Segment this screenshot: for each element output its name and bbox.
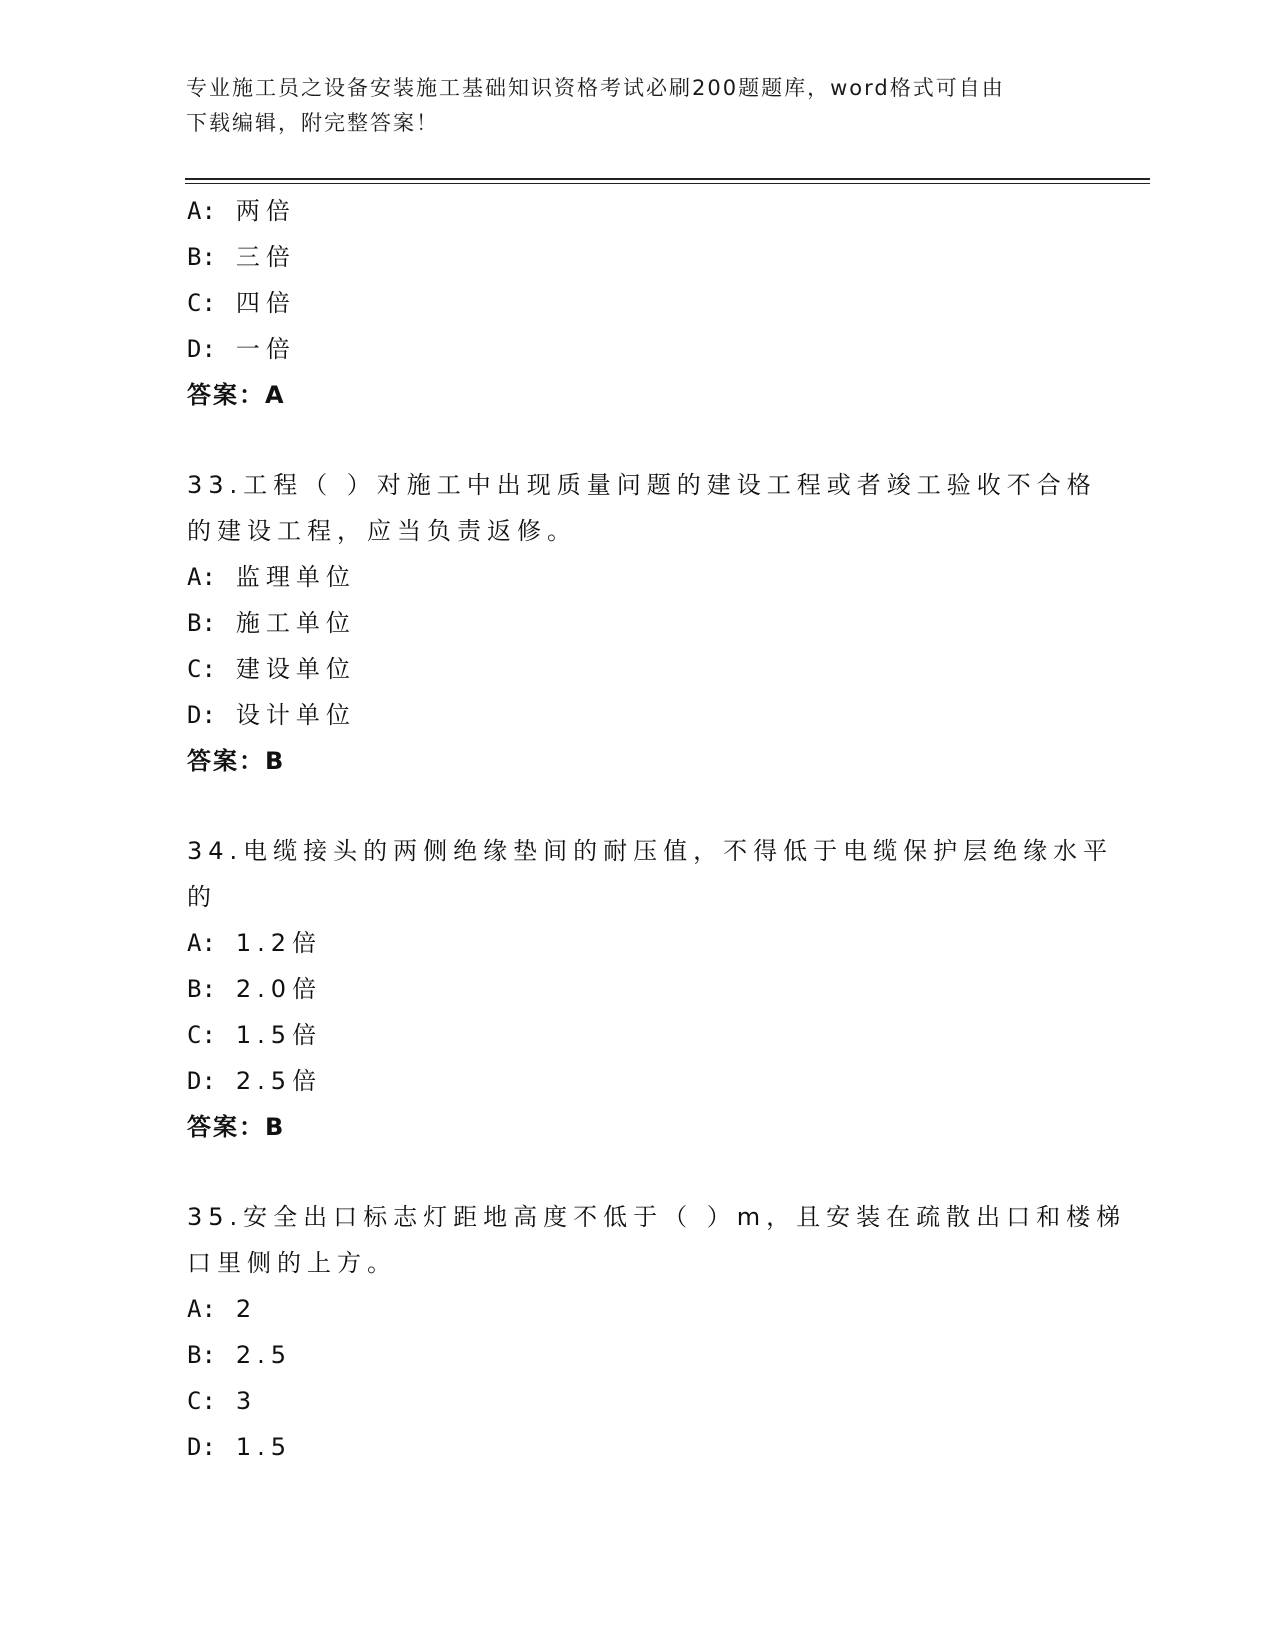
- option-key: C: [187, 655, 202, 683]
- question-list: [187, 188, 1127, 1470]
- option-separator: :: [201, 1341, 222, 1369]
- option-d: [187, 692, 1087, 738]
- option-separator: :: [201, 1433, 222, 1461]
- option-c: [187, 646, 1087, 692]
- option-text: 建设单位: [235, 655, 356, 683]
- option-c: [187, 1378, 1087, 1424]
- header-divider-thick: [185, 178, 1150, 180]
- option-text: 三倍: [235, 243, 296, 271]
- option-separator: :: [201, 929, 222, 957]
- question-text-line-1: 35.安全出口标志灯距地高度不低于（ ）m，且安装在疏散出口和楼梯: [187, 1203, 1127, 1231]
- option-c: [187, 280, 1087, 326]
- option-separator: :: [201, 197, 222, 225]
- option-key: D: [187, 701, 202, 729]
- option-separator: :: [201, 1021, 222, 1049]
- option-separator: :: [201, 609, 222, 637]
- question-text-line-2: 的: [187, 883, 217, 911]
- option-key: A: [187, 197, 202, 225]
- option-key: A: [187, 1295, 202, 1323]
- option-key: B: [187, 1341, 202, 1369]
- option-text: 一倍: [235, 335, 296, 363]
- option-d: [187, 1424, 1087, 1470]
- option-key: B: [187, 243, 202, 271]
- option-separator: :: [201, 335, 222, 363]
- option-b: [187, 600, 1087, 646]
- document-header: [186, 71, 1086, 141]
- option-separator: :: [201, 1067, 222, 1095]
- option-b: [187, 1332, 1087, 1378]
- option-separator: :: [201, 701, 222, 729]
- option-key: B: [187, 609, 202, 637]
- option-d: [187, 1058, 1087, 1104]
- option-text: 2.5倍: [235, 1067, 323, 1095]
- question-text-line-2: 口里侧的上方。: [187, 1249, 397, 1277]
- option-key: C: [187, 1387, 202, 1415]
- answer-line: 答案：B: [187, 1113, 286, 1141]
- option-text: 2: [235, 1295, 258, 1323]
- option-key: D: [187, 335, 202, 363]
- option-text: 四倍: [235, 289, 296, 317]
- option-separator: :: [201, 563, 222, 591]
- header-divider-thin: [185, 183, 1150, 184]
- question-block-34: [187, 828, 1114, 1150]
- option-b: [187, 966, 1087, 1012]
- option-text: 施工单位: [235, 609, 356, 637]
- option-text: 监理单位: [235, 563, 356, 591]
- option-a: [187, 1286, 1087, 1332]
- question-block-prev: [187, 188, 1087, 418]
- option-key: C: [187, 289, 202, 317]
- option-separator: :: [201, 975, 222, 1003]
- option-a: [187, 554, 1087, 600]
- question-text-line-1: 34.电缆接头的两侧绝缘垫间的耐压值，不得低于电缆保护层绝缘水平: [187, 837, 1114, 865]
- option-key: A: [187, 929, 202, 957]
- option-separator: :: [201, 1295, 222, 1323]
- header-line-2: 下载编辑，附完整答案！: [186, 111, 439, 135]
- question-block-33: [187, 462, 1097, 784]
- option-separator: :: [201, 289, 222, 317]
- answer-line: 答案：B: [187, 747, 286, 775]
- question-text-line-2: 的建设工程，应当负责返修。: [187, 517, 577, 545]
- option-key: B: [187, 975, 202, 1003]
- option-separator: :: [201, 1387, 222, 1415]
- option-text: 1.2倍: [235, 929, 323, 957]
- option-a: [187, 920, 1087, 966]
- option-text: 1.5: [235, 1433, 293, 1461]
- option-text: 2.5: [235, 1341, 293, 1369]
- option-key: D: [187, 1433, 202, 1461]
- option-c: [187, 1012, 1087, 1058]
- option-a: [187, 188, 1087, 234]
- question-block-35: [187, 1194, 1127, 1470]
- option-text: 2.0倍: [235, 975, 323, 1003]
- answer-line: 答案：A: [187, 381, 286, 409]
- option-text: 设计单位: [235, 701, 356, 729]
- option-text: 两倍: [235, 197, 296, 225]
- option-key: C: [187, 1021, 202, 1049]
- option-key: A: [187, 563, 202, 591]
- option-key: D: [187, 1067, 202, 1095]
- option-separator: :: [201, 243, 222, 271]
- option-text: 1.5倍: [235, 1021, 323, 1049]
- option-d: [187, 326, 1087, 372]
- question-text-line-1: 33.工程（ ）对施工中出现质量问题的建设工程或者竣工验收不合格: [187, 471, 1097, 499]
- option-b: [187, 234, 1087, 280]
- header-line-1: 专业施工员之设备安装施工基础知识资格考试必刷200题题库，word格式可自由: [186, 76, 1005, 100]
- option-separator: :: [201, 655, 222, 683]
- option-text: 3: [235, 1387, 258, 1415]
